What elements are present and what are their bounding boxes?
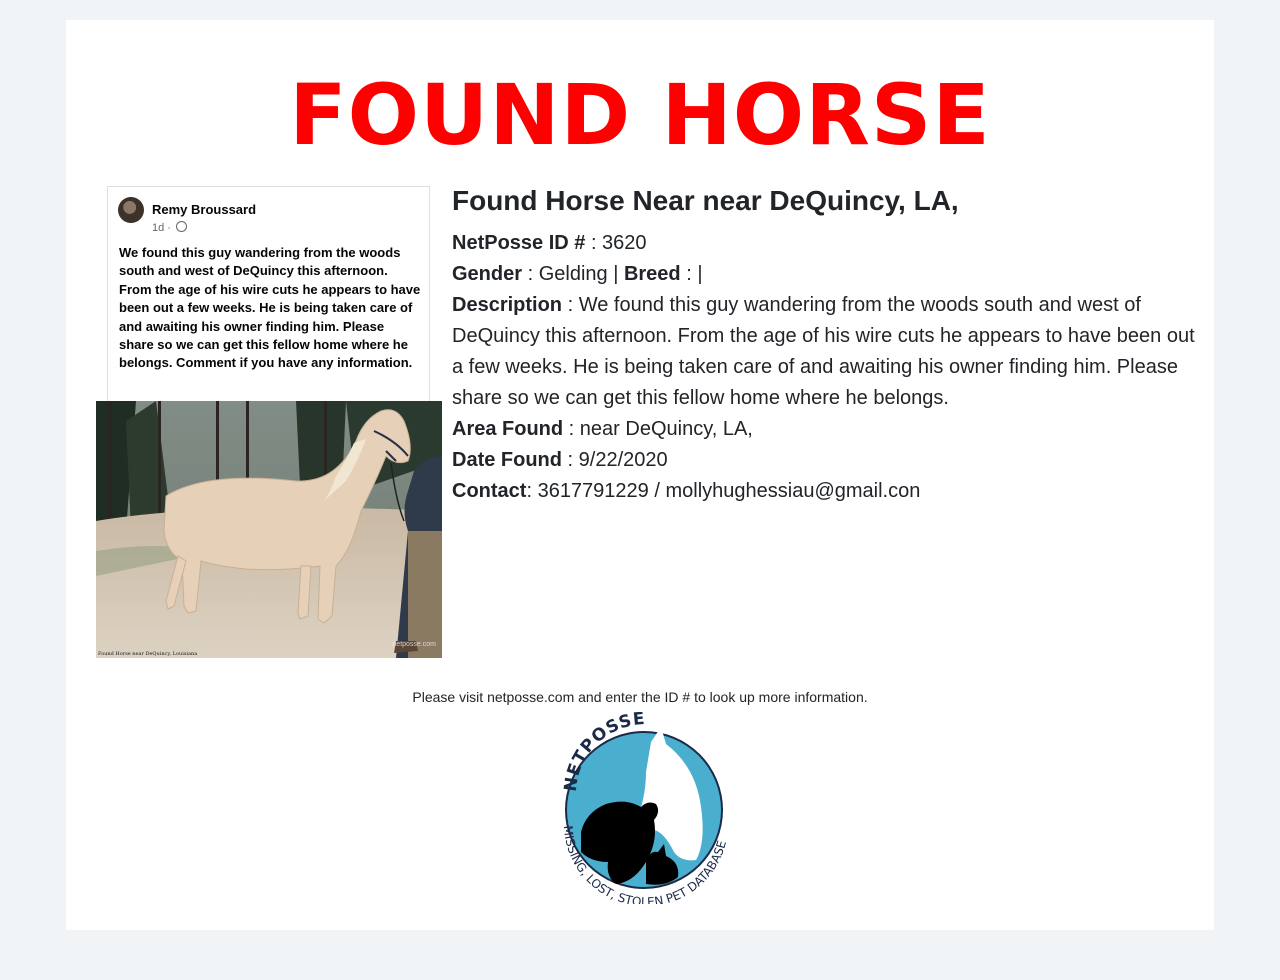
contact-value: : 3617791229 / mollyhughessiau@gmail.con xyxy=(526,480,921,502)
post-author: Remy Broussard xyxy=(152,202,257,217)
date-row xyxy=(452,445,1197,476)
description-row xyxy=(452,290,1197,414)
breed-value: : | xyxy=(680,263,703,285)
avatar xyxy=(118,197,144,223)
description-label: Description xyxy=(452,294,563,316)
details-panel xyxy=(452,184,1197,507)
listing-title: Found Horse Near near DeQuincy, LA, xyxy=(452,185,959,216)
id-row xyxy=(452,228,1197,259)
contact-row xyxy=(452,476,1197,507)
area-label: Area Found xyxy=(452,418,564,440)
page-headline: FOUND HORSE xyxy=(289,66,991,164)
horse-photo xyxy=(96,186,442,658)
breed-label: Breed xyxy=(623,263,681,285)
horse-illustration xyxy=(96,401,442,658)
contact-label: Contact xyxy=(452,480,527,502)
post-time-label: 1d · xyxy=(152,222,171,234)
post-text: We found this guy wandering from the woods south and west of DeQuincy this afternoon. From the age of his wire cuts he appears to have been out a few weeks. He is being taken care of and awaiting his owner finding him. Please share so we can get this fellow home where he belongs. Comment if you have any information. xyxy=(119,245,421,371)
id-label: NetPosse ID # xyxy=(452,232,586,254)
logo-top-text: NETPOSSE xyxy=(560,712,647,793)
netposse-logo xyxy=(546,712,736,904)
id-value: : 3620 xyxy=(585,232,647,254)
photo-caption: Found Horse near DeQuincy, Louisiana xyxy=(98,651,198,657)
netposse-logo-graphic xyxy=(546,712,736,904)
area-value: : near DeQuincy, LA, xyxy=(563,418,753,440)
footer-note: Please visit netposse.com and enter the ID # to look up more information. xyxy=(412,689,868,705)
date-value: : 9/22/2020 xyxy=(562,449,668,471)
social-post xyxy=(107,186,430,401)
gender-breed-row xyxy=(452,259,1197,290)
poster-card xyxy=(66,20,1214,930)
horse-image xyxy=(96,401,442,658)
date-label: Date Found xyxy=(452,449,562,471)
photo-watermark: netposse.com xyxy=(392,641,436,648)
globe-icon xyxy=(176,221,187,232)
gender-value: : Gelding | xyxy=(522,263,624,285)
logo-bottom-text: MISSING, LOST, STOLEN PET DATABASE xyxy=(560,824,730,904)
gender-label: Gender xyxy=(452,263,523,285)
post-time xyxy=(152,221,187,234)
area-row xyxy=(452,414,1197,445)
description-value: : We found this guy wandering from the woods south and west of DeQuincy this afternoon. From the age of his wire cuts he appears to have been out a few weeks. He is being taken care of and awaiting his owner finding him. Please share so we can get this fellow home where he belongs. xyxy=(452,294,1195,409)
